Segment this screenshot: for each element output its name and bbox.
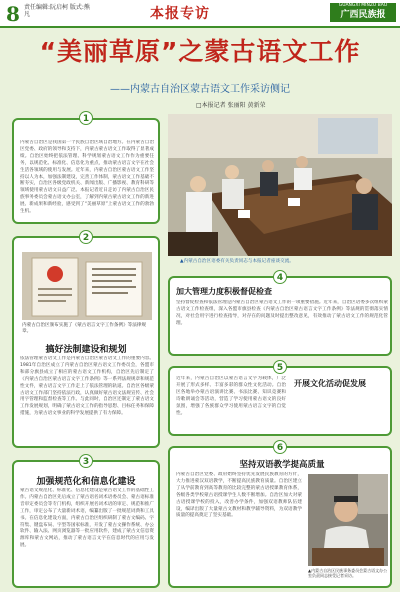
page-number: 8 [6,2,20,26]
intro-text: 内蒙古自治区是我国第一个民族自治区域自治地方。在内蒙古自治区党委、政府的领导和支持下，内蒙古蒙古语文工作取得了显著成绩。自治区始终把依法管理、科学规划蒙古语文工作作为重要任务，以规范化、标准化、信息化为重点，推动蒙古语言文字在社会生活各领域的使用与发展。近年来，内蒙古自治区蒙古语文工作坚持以人为本，加强法制建设，完善工作体制，蒙古语文工作基础不断夯实，自治区各级党政机关、新闻出版、广播影视、教育科研等领域使用蒙古语文日益广泛。本报记者近日走访了内蒙古自治区民族事务委员会蒙古语文办公室，了解到内蒙古蒙古语文工作的新进展、新成果和新经验，感受到了“美丽草原”上蒙古语文工作的勃勃生机。 [20,140,154,215]
page-meta: 责任编辑:阮启柯 版式:熊 凡 [24,4,90,18]
section-panel-4 [168,276,392,356]
regulation-document-photo [22,252,152,320]
section-text-4: 坚持督促检查和依法管理是内蒙古自治区蒙古语文工作的一项重要措施。近年来，自治区语委多次组织蒙古语文工作检查组，深入各盟市旗县检查《内蒙古自治区蒙古语言文字工作条例》等法规的贯彻落实情况，对社会用字进行检查指导，对存在的问题及时提出整改意见，有效推动了蒙古语文工作的规范化管理。 [176,300,388,326]
section-panel-2 [12,236,160,448]
section-heading-2: 搞好法制建设和规划 [45,345,127,355]
section-heading-3: 加强规范化和信息化建设 [36,477,136,487]
portrait-illustration [308,474,388,566]
section-text-5: 近年来，内蒙古自治区以蒙古语言文字为载体，广泛开展了形式多样、丰富多彩的群众性文化活动。自治区各地举办蒙古语演讲比赛、书法比赛、知识竞赛和诗歌朗诵会等活动，营造了学习使用蒙古语文的良好氛围，增强了各族群众学习使用蒙古语言文字的自觉性。 [176,376,286,416]
photo-caption-portrait: ▲内蒙古自治区民族事务委员会蒙古语文办公室负责同志接受记者采访。 [308,568,388,578]
section-badge-2: 2 [79,230,93,244]
section-panel-3 [12,460,160,588]
article-subtitle-wrap [0,80,400,95]
section-badge-4: 4 [273,270,287,284]
meeting-photo [168,114,392,256]
article-title: “美丽草原”之蒙古语文工作 [39,37,361,66]
photo-caption-regulations: 内蒙古自治区颁布实施了《蒙古语言文字工作条例》等法律规章。 [22,323,147,334]
meeting-room-illustration [168,114,392,256]
official-portrait-photo [308,474,388,566]
section-badge-3: 3 [79,454,93,468]
section-text-3: 蒙古语文规范化、标准化、信息化建设是蒙古语文工作的基础性工作。内蒙古自治区先后成立了蒙古语名词术语委员会、蒙古语标准音审定委员会等专门机构，组织开展名词术语的审定、规范和推广工作，审定公布了大量新词术语，编纂出版了一批规范词典和工具书。在信息化建设方面，内蒙古自治区组织研制了蒙古文编码、字符集、键盘布局、字型等国家标准，开发了蒙古文操作系统、办公软件、输入法、网页浏览器等一批应用软件，建成了蒙古文信息资源库和蒙古文网站，推动了蒙古语言文字在信息时代的应用与发展。 [20,488,154,549]
section-badge-1: 1 [79,111,93,125]
byline: □本报记者 张丽阳 黄新荣 [196,102,266,109]
section-badge-6: 6 [273,440,287,454]
newspaper-masthead [330,3,396,22]
section-heading-5: 开展文化活动促发展 [294,379,366,388]
documents-illustration [22,252,152,320]
section-heading-6: 坚持双语教学提高质量 [239,460,325,470]
intro-panel [12,118,160,224]
section-panel-6 [168,446,392,588]
section-heading-4: 加大管理力度积极督促检查 [176,287,272,296]
article-subtitle: ——内蒙古自治区蒙古语文工作采访侧记 [110,84,290,95]
masthead-english: GUANGXI MINZU BAO [338,3,388,8]
section-text-6: 内蒙古自治区党委、政府始终坚持优先发展民族教育的方针，大力推进蒙汉双语教学，不断提高民族教育质量。自治区建立了从学前教育到高等教育的比较完整的蒙古语授课教育体系，各级各类学校蒙古语授课学生人数不断增加。自治区加大对蒙古语授课学校的投入，改善办学条件，加强双语教师队伍建设，编译出版了大量蒙古文教材和教学辅导资料，为双语教学质量的提高奠定了坚实基础。 [176,472,302,519]
masthead-chinese: 广西民族报 [340,10,386,20]
section-panel-5 [168,366,392,436]
page-header [0,0,400,28]
photo-caption-meeting: ▲内蒙古自治区语委有关负责同志与本报记者座谈交流。 [180,259,294,264]
column-title: 本报专访 [150,6,210,22]
section-text-2: 依法管理蒙古语文工作是内蒙古自治区蒙古语文工作的重要内容。1981年自治区成立了内蒙古自治区蒙古语文工作委员会，各盟市和部分旗县成立了相应的蒙古语文工作机构，自治区先后制定了《内蒙古自治区蒙古语言文字工作条例》等一系列法规规章和规范性文件，蒙古语言文字工作走上了依法管理的轨道。自治区各级蒙古语文工作部门坚持依法行政，认真做好蒙古语文法规宣传、社会用字管理和监督检查等工作。与此同时，自治区还制定了蒙古语文工作发展规划，明确了蒙古语文工作的指导思想、目标任务和保障措施，为蒙古语文事业的科学发展提供了有力保障。 [20,356,154,417]
section-badge-5: 5 [273,360,287,374]
